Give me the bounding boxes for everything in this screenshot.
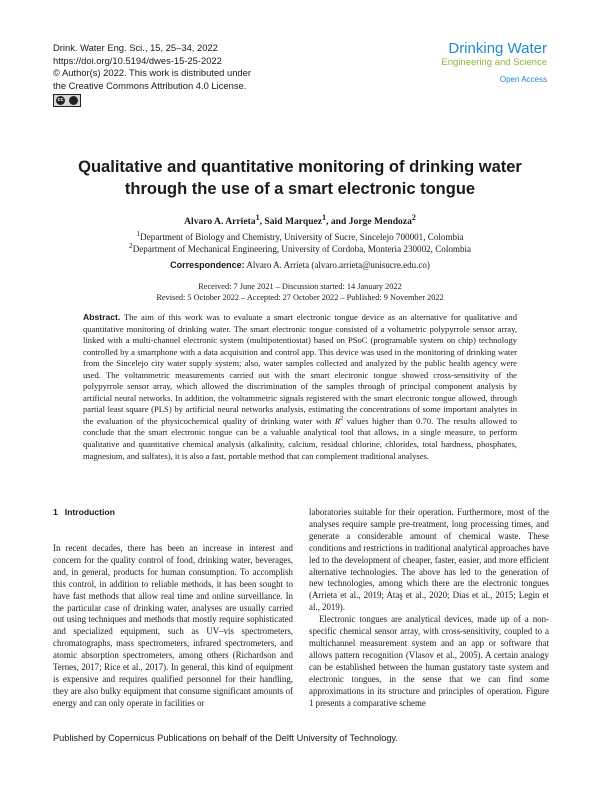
affiliation	[60, 240, 540, 255]
copyright-line: © Author(s) 2022. This work is distributed under	[53, 67, 251, 79]
author-name: Alvaro A. Arrieta	[184, 216, 256, 228]
journal-subtitle: Engineering and Science	[441, 57, 547, 68]
cc-icon: cc	[57, 97, 64, 104]
section-title: Introduction	[64, 507, 115, 517]
journal-brand	[441, 40, 547, 84]
correspondence-label: Correspondence:	[170, 260, 245, 270]
abstract-text-continued: values higher than 0.70. The results allowed to conclude that the smart electronic tongue can be a valuable analytical tool that allows, in a single measure, to perform qualitative and quantitative chemical analysis (alkalinity, calcium, residual chlorine, chlorides, total hardness, phosphates, magnesium, and sulfates), it is also a fast, portable method that can complement traditional analyses.	[83, 415, 517, 461]
doi-link[interactable]: https://doi.org/10.5194/dwes-15-25-2022	[53, 54, 222, 66]
by-icon	[69, 96, 78, 105]
correspondence-text[interactable]: Alvaro A. Arrieta (alvaro.arrieta@unisucre.edu.co)	[246, 260, 430, 270]
citation: Drink. Water Eng. Sci., 15, 25–34, 2022	[53, 42, 218, 53]
author-affiliation-mark: 1	[255, 213, 260, 222]
abstract-text: The aim of this work was to evaluate a smart electronic tongue device as an alternative for qualitative and quantitative monitoring of drinking water. The smart electronic tongue consisted of a voltametric polypyrrole sensor array, linked with a multi-channel electronic system (multipotentiostat) based on PSoC (programable system on chip) technology controlled by a smartphone with a data acquisition and control app. This device was used in the monitoring of drinking water from the Sincelejo city water supply system; also, water samples collected and analyzed by the public health agency were used. The voltammetric measurements carried out with the smart electronic tongue showed cross-sensitivity of the polypyrrole sensor array, which allowed the discrimination of the samples through of principal component analysis by artificial neural networks. In addition, the voltammetric signals registered with the smart electronic tongue allowed, through partial least square (PLS) by artificial neural networks analysis, estimating the concentrations of some important analytes in the evaluation of the physicochemical quality of drinking water with	[83, 312, 517, 426]
r-squared-exponent: 2	[340, 416, 344, 423]
publication-dates: Revised: 5 October 2022 – Accepted: 27 October 2022 – Published: 9 November 2022	[156, 293, 444, 302]
author-affiliation-mark: 1	[322, 213, 327, 222]
correspondence	[60, 260, 540, 270]
affiliation-number: 1	[136, 229, 141, 238]
section-heading	[53, 507, 115, 517]
publisher-footer: Published by Copernicus Publications on behalf of the Delft University of Technology.	[53, 733, 398, 743]
open-access-label: Open Access	[499, 75, 547, 84]
affiliation-text: Department of Biology and Chemistry, University of Sucre, Sincelejo 700001, Colombia	[140, 232, 464, 243]
paper-title: Qualitative and quantitative monitoring of drinking water through the use of a smart electronic tongue	[78, 158, 522, 198]
right-column	[309, 507, 549, 709]
cc-by-badge[interactable]	[53, 94, 81, 107]
author-name: Jorge Mendoza	[348, 216, 412, 228]
affiliation-text: Department of Mechanical Engineering, University of Cordoba, Monteria 230002, Colombia	[132, 244, 472, 255]
license-line[interactable]: the Creative Commons Attribution 4.0 License.	[53, 79, 247, 91]
r-squared-symbol: R	[334, 415, 341, 426]
author-name: Said Marquez	[264, 216, 323, 228]
author-separator: ,	[259, 216, 265, 228]
left-column	[53, 543, 293, 710]
paragraph: Electronic tongues are analytical devices, made up of a non-specific chemical sensor array, with cross-sensitivity, coupled to a multichannel measurement system and an app or software that allows pattern recognition (Vlasov et al., 2005). A certain analogy can be established between the human gustatory taste system and electronic tongues, in the sense that we can find some approximations in its structure and principles of operation. Figure 1 presents a comparative scheme	[309, 614, 549, 708]
abstract-label: Abstract.	[83, 312, 121, 322]
article-header	[53, 42, 383, 107]
paragraph: In recent decades, there has been an increase in interest and concern for the quality control of food, drinking water, beverages, and, in general, products for human consumption. To accomplish this control, in addition to reliable methods, it has been sought to have fast methods that allow real time and online surveillance. In the particular case of drinking water, analyses are usually carried out using techniques and methods that mostly require sophisticated and specialized equipment, such as UV–vis spectrometers, chromatographs, mass spectrometers, infrared spectrometers, and atomic absorption spectrometers, among others (Richardson and Ternes, 2017; Rice et al., 2017). In general, this kind of equipment is expensive and requires qualified personnel for their handling, they are also bulky equipment that consume significant amounts of energy and can only operate in facilities or	[53, 543, 293, 708]
author-affiliation-mark: 2	[411, 213, 416, 222]
author-separator: , and	[326, 216, 349, 228]
author-list	[60, 213, 540, 227]
section-number: 1	[53, 507, 58, 517]
received-dates: Received: 7 June 2021 – Discussion started: 14 January 2022	[198, 282, 402, 291]
journal-title[interactable]: Drinking Water	[448, 40, 547, 57]
affiliation-number: 2	[128, 241, 133, 250]
paragraph: laboratories suitable for their operation. Furthermore, most of the analyses require sample pre-treatment, long processing times, and generate a considerable amount of chemical waste. These conditions and restrictions in traditional analytical approaches have led to the development of cheaper, faster, easier, and more efficient alternative technologies. The above has led to the generation of new technologies, among which there are the electronic tongues (Arrieta et al., 2019; Ataş et al., 2020; Dias et al., 2015; Legin et al., 2019).	[309, 507, 549, 613]
abstract	[83, 312, 517, 462]
